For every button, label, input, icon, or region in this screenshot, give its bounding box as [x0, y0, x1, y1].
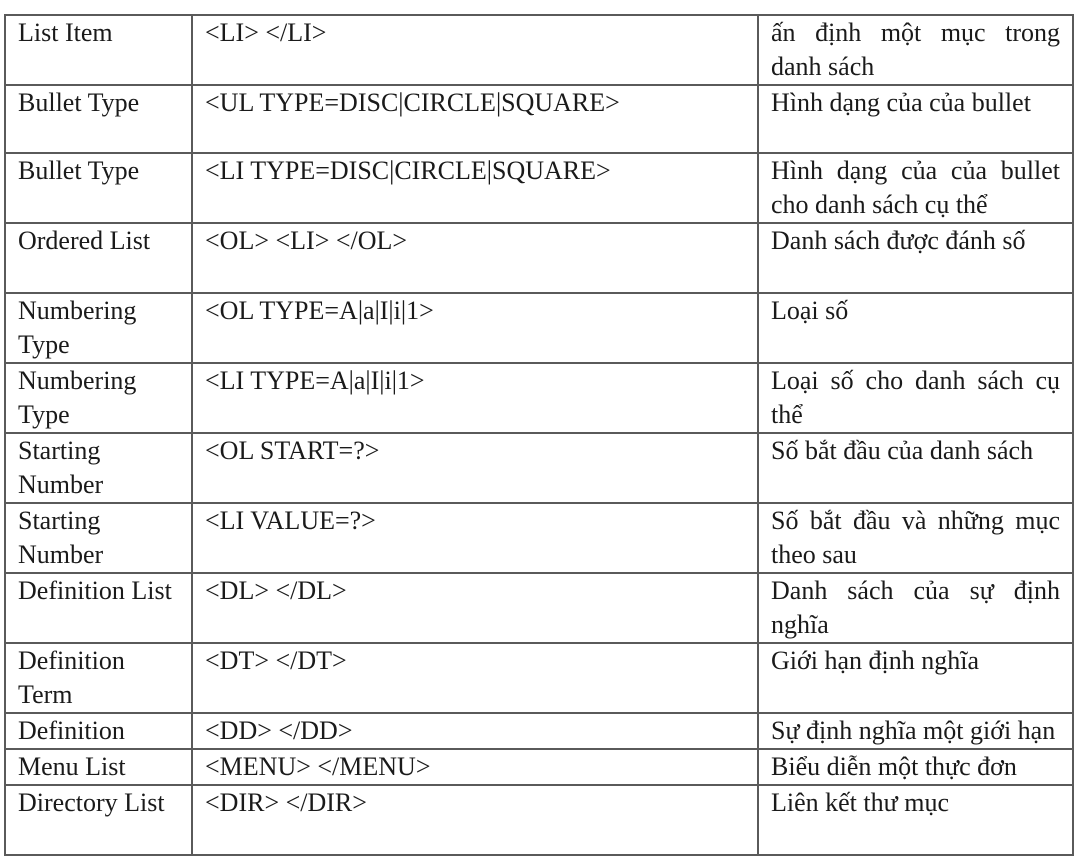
tag-syntax-cell: <OL START=?>	[192, 433, 758, 503]
table-row	[5, 293, 1073, 363]
table-row	[5, 785, 1073, 855]
description-cell: Sự định nghĩa một giới hạn	[758, 713, 1073, 749]
description-cell: Số bắt đầu của danh sách	[758, 433, 1073, 503]
table-row	[5, 643, 1073, 713]
element-name-cell: Bullet Type	[5, 85, 192, 153]
element-name-cell: Numbering Type	[5, 293, 192, 363]
table-row	[5, 713, 1073, 749]
tag-syntax-cell: <UL TYPE=DISC|CIRCLE|SQUARE>	[192, 85, 758, 153]
description-cell: Hình dạng của của bullet cho danh sách cụ thể	[758, 153, 1073, 223]
tag-syntax-cell: <DIR> </DIR>	[192, 785, 758, 855]
table-row	[5, 363, 1073, 433]
description-cell: Danh sách của sự định nghĩa	[758, 573, 1073, 643]
element-name-cell: Numbering Type	[5, 363, 192, 433]
tag-syntax-cell: <LI TYPE=A|a|I|i|1>	[192, 363, 758, 433]
element-name-cell: Definition List	[5, 573, 192, 643]
description-cell: Liên kết thư mục	[758, 785, 1073, 855]
tag-syntax-cell: <MENU> </MENU>	[192, 749, 758, 785]
description-cell: Giới hạn định nghĩa	[758, 643, 1073, 713]
tag-syntax-cell: <LI> </LI>	[192, 15, 758, 85]
tag-syntax-cell: <OL TYPE=A|a|I|i|1>	[192, 293, 758, 363]
element-name-cell: Ordered List	[5, 223, 192, 293]
tag-syntax-cell: <DT> </DT>	[192, 643, 758, 713]
element-name-cell: Starting Number	[5, 433, 192, 503]
element-name-cell: Definition Term	[5, 643, 192, 713]
element-name-cell: Definition	[5, 713, 192, 749]
table-row	[5, 749, 1073, 785]
table-row	[5, 223, 1073, 293]
html-list-tags-table	[4, 14, 1074, 856]
element-name-cell: Starting Number	[5, 503, 192, 573]
description-cell: Biểu diễn một thực đơn	[758, 749, 1073, 785]
table-row	[5, 433, 1073, 503]
description-cell: ấn định một mục trong danh sách	[758, 15, 1073, 85]
description-cell: Loại số	[758, 293, 1073, 363]
description-cell: Số bắt đầu và những mục theo sau	[758, 503, 1073, 573]
table-row	[5, 573, 1073, 643]
tag-syntax-cell: <LI VALUE=?>	[192, 503, 758, 573]
tag-syntax-cell: <LI TYPE=DISC|CIRCLE|SQUARE>	[192, 153, 758, 223]
tag-syntax-cell: <OL> <LI> </OL>	[192, 223, 758, 293]
table-row	[5, 15, 1073, 85]
tag-syntax-cell: <DD> </DD>	[192, 713, 758, 749]
description-cell: Danh sách được đánh số	[758, 223, 1073, 293]
table-row	[5, 153, 1073, 223]
element-name-cell: Bullet Type	[5, 153, 192, 223]
table-row	[5, 503, 1073, 573]
element-name-cell: List Item	[5, 15, 192, 85]
element-name-cell: Menu List	[5, 749, 192, 785]
description-cell: Hình dạng của của bullet	[758, 85, 1073, 153]
tag-syntax-cell: <DL> </DL>	[192, 573, 758, 643]
element-name-cell: Directory List	[5, 785, 192, 855]
table-row	[5, 85, 1073, 153]
description-cell: Loại số cho danh sách cụ thể	[758, 363, 1073, 433]
